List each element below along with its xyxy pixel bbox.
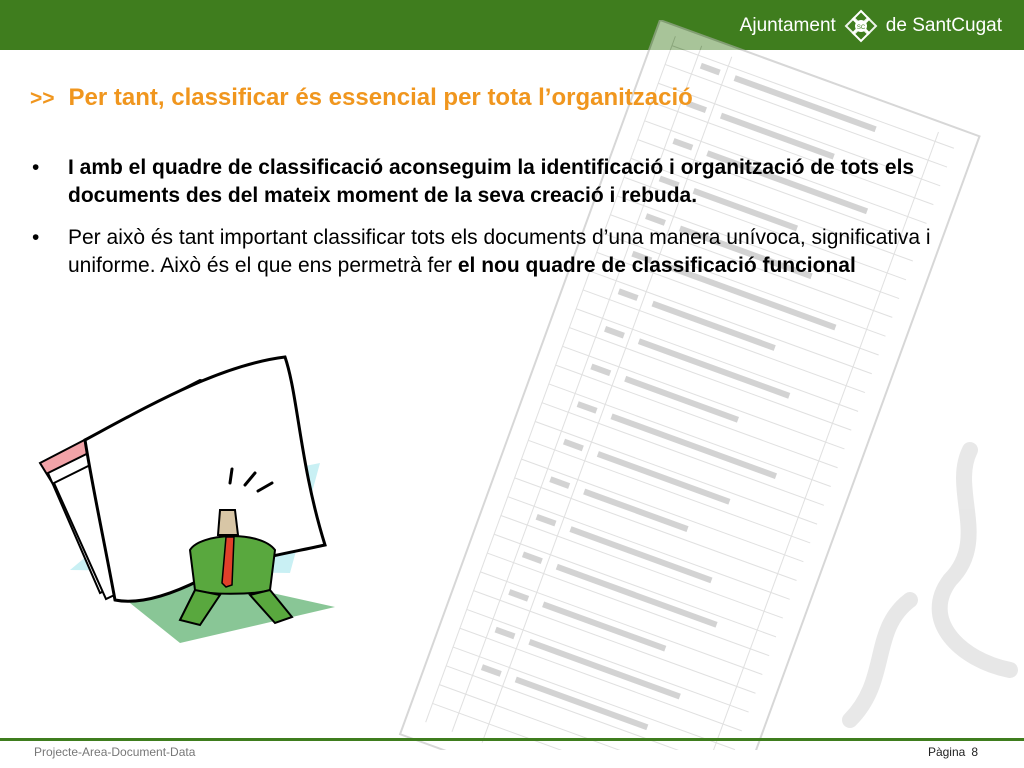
person-head [218,510,238,535]
bullet-item-1 [30,154,980,210]
brand-left-text: Ajuntament [739,15,836,36]
bullet-dot: • [32,226,40,249]
footer-page [922,745,978,759]
bullet-normal-text: Per això és tant important classificar tots els documents d’una manera unívoca, significativa i uniforme. Això és el que ens permetrà fer [68,226,931,277]
svg-text:SC: SC [856,25,865,31]
footer-project-name: Projecte-Area-Document-Data [34,745,196,759]
bullet-bold-text: I amb el quadre de classificació aconseguim la identificació i organització de tots els documents des del mateix moment de la seva creació i rebuda. [68,156,915,207]
slide-heading [30,84,693,112]
bullet-item-2 [30,224,980,280]
folder-carrier-clipart [30,345,360,655]
bullet-list [30,154,980,294]
bullet-text [68,224,980,280]
page-number: 8 [971,745,978,759]
bullet-text [68,154,980,210]
brand-right-text: de SantCugat [885,15,1002,36]
page-label: Pàgina [927,745,966,759]
slide-title: Per tant, classificar és essencial per tota l’organització [68,84,693,111]
bullet-dot: • [32,156,40,179]
bullet-bold-text: el nou quadre de classificació funcional [457,254,856,277]
classification-sheet-watermark [350,20,1024,750]
arrows-marker: >> [30,87,55,110]
footer-line [0,738,1024,741]
